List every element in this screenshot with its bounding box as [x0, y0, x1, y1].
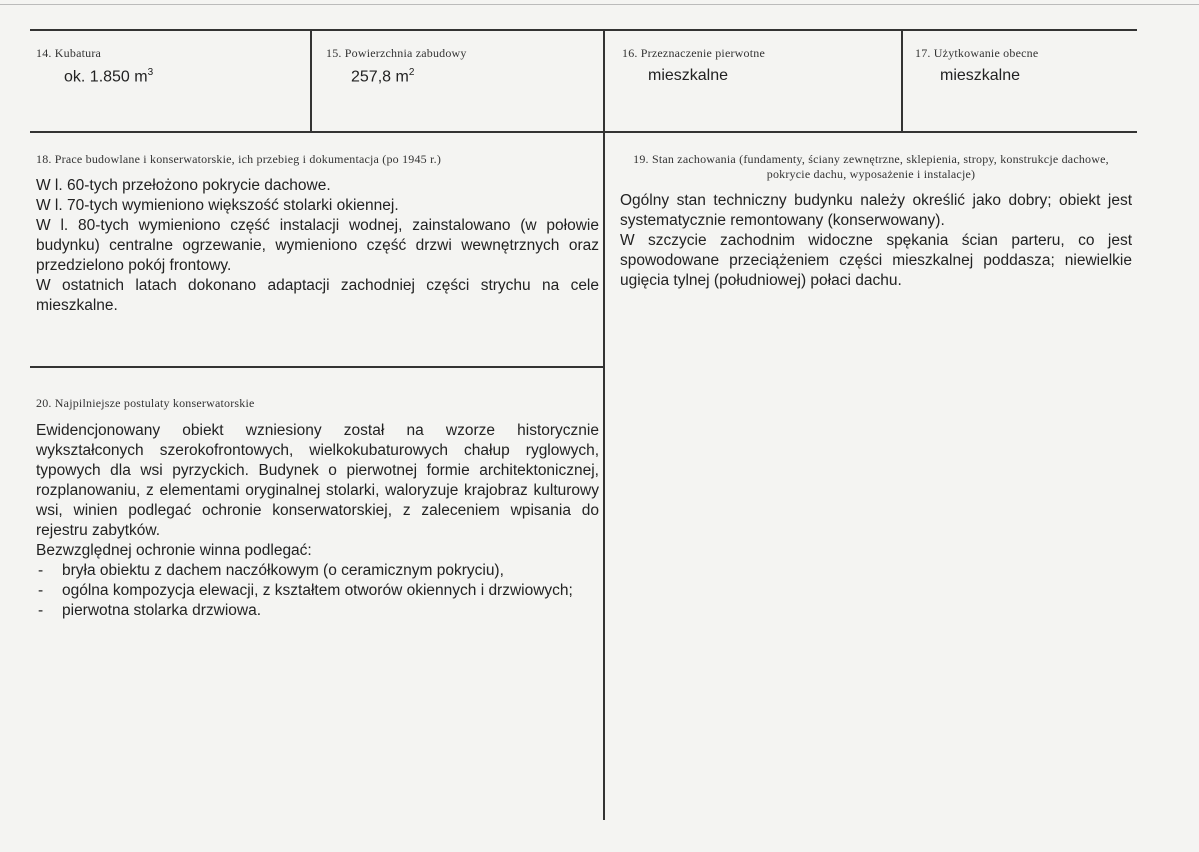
- protection-list: [36, 561, 599, 621]
- field-value: 257,8 $m^2$: [351, 67, 415, 86]
- text-line: W l. 60-tych przełożono pokrycie dachowe.: [36, 177, 331, 194]
- text-line: W l. 80-tych wymieniono część instalacji wodnej, zainstalowano (w połowie budynku) centralne ogrzewanie, wymieniono część drzwi wewnętrznych oraz przedzielono pokój frontowy.: [36, 217, 599, 274]
- field-label: 15. Powierzchnia zabudowy: [326, 46, 467, 60]
- list-item: - ogólna kompozycja elewacji, z kształtem otworów okiennych i drzwiowych;: [36, 581, 599, 601]
- rule-vert-col3: [901, 29, 903, 132]
- field-value: mieszkalne: [940, 67, 1021, 84]
- field-label: 17. Użytkowanie obecne: [915, 46, 1039, 60]
- section-label: 18. Prace budowlane i konserwatorskie, ich przebieg i dokumentacja (po 1945 r.): [36, 152, 442, 166]
- field-label: 14. Kubatura: [36, 46, 102, 60]
- text-paragraph: Ewidencjonowany obiekt wzniesiony został na wzorze historycznie wykształconych szerokofrontowych, wielkokubaturowych chałup ryglowych, typowych dla wsi pyrzyckich. Budynek o pierwotnej formie architektonicznej, rozplanowaniu, z elementami oryginalnej stolarki, waloryzuje krajobraz kulturowy wsi, winien podlegać ochronie konserwatorskiej, z zaleceniem wpisania do rejestru zabytków.: [36, 422, 599, 539]
- rule-row2-left-bottom: [30, 366, 604, 368]
- section-body: [36, 176, 599, 316]
- rule-row1-bottom: [30, 131, 1137, 133]
- list-item: - pierwotna stolarka drzwiowa.: [36, 601, 599, 621]
- section-prace-budowlane: [36, 152, 599, 316]
- text-line: W szczycie zachodnim widoczne spękania ścian parteru, co jest spowodowane przeciążeniem części mieszkalnej poddasza; niewielkie ugięcia tylnej (południowej) połaci dachu.: [620, 232, 1132, 289]
- rule-vert-center: [603, 29, 605, 820]
- field-uzytkowanie: [915, 46, 1135, 85]
- text-line: W l. 70-tych wymieniono większość stolarki okiennej.: [36, 197, 399, 214]
- text-line: Ogólny stan techniczny budynku należy określić jako dobry; obiekt jest systematycznie remontowany (konserwowany).: [620, 192, 1132, 229]
- rule-top: [30, 29, 1137, 31]
- field-value: mieszkalne: [648, 67, 729, 84]
- section-body: [620, 191, 1132, 291]
- field-kubatura: [36, 46, 304, 86]
- field-value: ok. 1.850 $m^3$: [64, 67, 154, 86]
- field-label: 16. Przeznaczenie pierwotne: [622, 46, 765, 60]
- text-line: W ostatnich latach dokonano adaptacji zachodniej części strychu na cele mieszkalne.: [36, 277, 599, 314]
- rule-vert-col1: [310, 29, 312, 132]
- section-body: [36, 421, 599, 621]
- section-label: 19. Stan zachowania (fundamenty, ściany zewnętrzne, sklepienia, stropy, konstrukcje dachowe, pokrycie dachu, wyposażenie i instalacje): [633, 152, 1109, 181]
- top-edge-line: [0, 4, 1199, 5]
- list-item: - bryła obiektu z dachem naczółkowym (o ceramicznym pokryciu),: [36, 561, 599, 581]
- list-intro: Bezwzględnej ochronie winna podlegać:: [36, 542, 312, 559]
- section-label: 20. Najpilniejsze postulaty konserwatorskie: [36, 396, 255, 410]
- field-powierzchnia: [326, 46, 596, 86]
- field-przeznaczenie: [622, 46, 894, 85]
- section-postulaty: [36, 396, 599, 621]
- section-stan-zachowania: [620, 152, 1132, 291]
